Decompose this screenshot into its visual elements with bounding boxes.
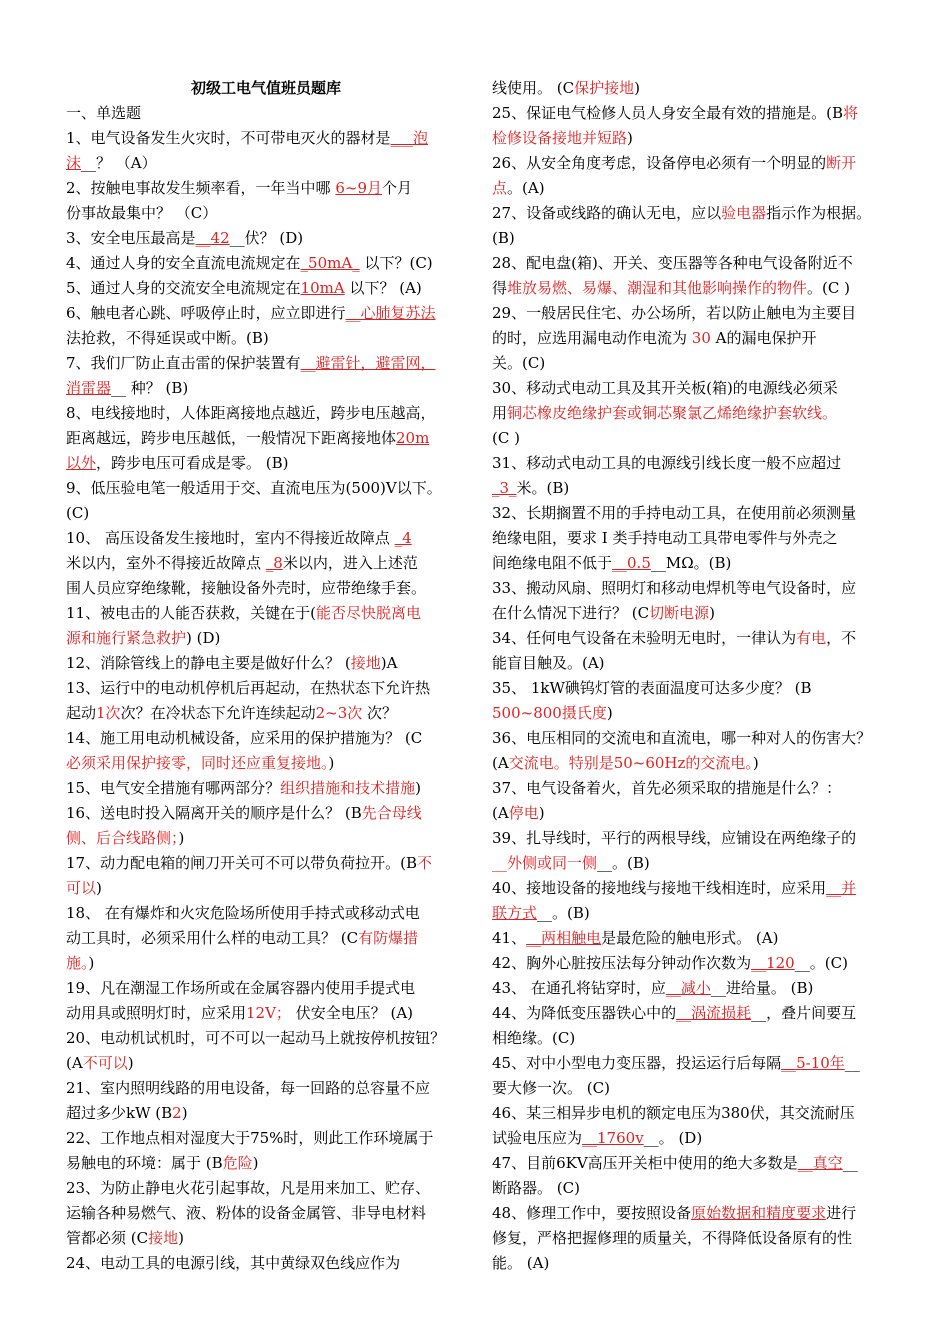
question-text: 7、我们厂防止直击雷的保护装置有 bbox=[66, 354, 301, 372]
answer-text: 源和施行紧急救护 bbox=[66, 629, 187, 647]
answer-text: 不可以 bbox=[82, 1054, 128, 1072]
question-text: 间绝缘电阻不低于 bbox=[492, 554, 613, 572]
text-line bbox=[66, 376, 466, 401]
text-line bbox=[492, 176, 892, 201]
text-line bbox=[66, 976, 466, 1001]
question-text: ) bbox=[127, 1054, 134, 1072]
question-text: 要大修一次。 (C) bbox=[492, 1079, 610, 1097]
question-text: 33、搬动风扇、照明灯和移动电焊机等电气设备时，应 bbox=[492, 579, 857, 597]
text-line bbox=[66, 1126, 466, 1151]
question-text: __。 (D) bbox=[643, 1129, 703, 1147]
answer-text: _50mA_ bbox=[300, 254, 360, 272]
question-text: 次？ bbox=[362, 704, 398, 722]
question-text: ) bbox=[606, 704, 613, 722]
text-line bbox=[66, 176, 466, 201]
text-line bbox=[492, 601, 892, 626]
question-text: 相绝缘。(C) bbox=[492, 1029, 576, 1047]
answer-text: 20m bbox=[396, 429, 430, 447]
question-text: 30、移动式电动工具及其开关板(箱)的电源线必须采 bbox=[492, 379, 838, 397]
question-text: ) bbox=[96, 879, 102, 897]
text-line bbox=[492, 251, 892, 276]
text-line bbox=[66, 1201, 466, 1226]
question-text: 22、工作地点相对湿度大于75%时，则此工作环境属于 bbox=[66, 1129, 434, 1147]
text-line bbox=[66, 101, 466, 126]
left-column bbox=[66, 76, 466, 1276]
question-text: 28、配电盘(箱)、开关、变压器等各种电气设备附近不 bbox=[492, 254, 853, 272]
answer-text: 验电器 bbox=[721, 204, 767, 222]
text-line bbox=[66, 626, 466, 651]
text-line bbox=[492, 376, 892, 401]
text-line bbox=[492, 1026, 892, 1051]
question-text: __进给量。 (B) bbox=[710, 979, 814, 997]
text-line bbox=[66, 801, 466, 826]
text-line bbox=[492, 1226, 892, 1251]
question-text: 23、为防止静电火花引起事故，凡是用来加工、贮存、 bbox=[66, 1179, 431, 1197]
text-line bbox=[66, 726, 466, 751]
question-text: 39、扎导线时，平行的两根导线，应铺设在两绝缘子的 bbox=[492, 829, 857, 847]
text-line bbox=[492, 651, 892, 676]
text-line bbox=[66, 151, 466, 176]
text-line bbox=[66, 701, 466, 726]
question-text: 关。(C) bbox=[492, 354, 546, 372]
answer-text: 堆放易燃、易爆、潮湿和其他影响操作的物件 bbox=[507, 279, 808, 297]
text-line bbox=[66, 351, 466, 376]
text-line bbox=[492, 551, 892, 576]
question-text: 9、低压验电笔一般适用于交、直流电压为(500)V以下。 bbox=[66, 479, 442, 497]
answer-text: __外侧或同一侧 bbox=[492, 854, 598, 872]
question-text: 能。 (A) bbox=[492, 1254, 550, 1272]
text-line bbox=[66, 601, 466, 626]
text-line bbox=[66, 776, 466, 801]
answer-text: 12V； bbox=[246, 1004, 291, 1022]
text-line bbox=[492, 1176, 892, 1201]
question-text: 48、修理工作中，要按照设备 bbox=[492, 1204, 692, 1222]
question-text: ) bbox=[415, 779, 421, 797]
answer-text: 1次 bbox=[96, 704, 121, 722]
text-line bbox=[492, 901, 892, 926]
answer-text: 交流电。特别是50~60Hz的交流电。 bbox=[508, 754, 753, 772]
text-line bbox=[66, 1151, 466, 1176]
question-text: )A bbox=[380, 654, 398, 672]
text-line bbox=[492, 851, 892, 876]
question-text: (B) bbox=[492, 229, 515, 247]
answer-text: 6~9月 bbox=[335, 179, 382, 197]
question-text: ，跨步电压可看成是零。 (B) bbox=[96, 454, 289, 472]
answer-text: 铜芯橡皮绝缘护套或铜芯聚氯乙烯绝缘护套软线。 bbox=[507, 404, 838, 422]
answer-text: 危险 bbox=[222, 1154, 253, 1172]
answer-text: _8 bbox=[265, 554, 283, 572]
text-line bbox=[66, 901, 466, 926]
question-text: 3、安全电压最高是 bbox=[66, 229, 196, 247]
question-text: 一、单选题 bbox=[66, 104, 142, 122]
text-line bbox=[492, 801, 892, 826]
question-text: 24、电动工具的电源引线，其中黄绿双色线应作为 bbox=[66, 1254, 401, 1272]
text-line bbox=[66, 826, 466, 851]
answer-text: 2 bbox=[172, 1104, 182, 1122]
question-text: 份事故最集中？ （C） bbox=[66, 204, 218, 222]
question-text: 用 bbox=[492, 404, 508, 422]
answer-text: 有防爆措 bbox=[358, 929, 419, 947]
text-line bbox=[66, 1001, 466, 1026]
question-text: 14、施工用电动机械设备，应采用的保护措施为？ (C bbox=[66, 729, 423, 747]
text-line bbox=[66, 876, 466, 901]
answer-text: __真空 bbox=[797, 1154, 843, 1172]
question-text: 能盲目触及。(A) bbox=[492, 654, 605, 672]
answer-text: __心肺复苏法 bbox=[345, 304, 436, 322]
question-text: 20、电动机试机时，可不可以一起动马上就按停机按钮？ bbox=[66, 1029, 446, 1047]
question-text: 32、长期搁置不用的手持电动工具，在使用前必须测量 bbox=[492, 504, 857, 522]
question-text: ) bbox=[181, 1104, 188, 1122]
text-line bbox=[492, 701, 892, 726]
text-line bbox=[66, 451, 466, 476]
answer-text: 先合母线 bbox=[361, 804, 422, 822]
answer-text: 2~3次 bbox=[315, 704, 363, 722]
question-text: (A bbox=[492, 804, 509, 822]
question-text: 动用具或照明灯时，应采用 bbox=[66, 1004, 247, 1022]
answer-text: 联方式 bbox=[492, 904, 538, 922]
answer-text: 30 bbox=[691, 329, 711, 347]
text-line bbox=[66, 651, 466, 676]
text-line bbox=[66, 1101, 466, 1126]
question-text: ) bbox=[634, 79, 640, 97]
text-line bbox=[492, 1051, 892, 1076]
text-line bbox=[492, 126, 892, 151]
question-text: 以下？ (A) bbox=[344, 279, 422, 297]
question-text: 超过多少kW (B bbox=[66, 1104, 173, 1122]
question-text: 25、保证电气检修人员人身安全最有效的措施是。(B bbox=[492, 104, 843, 122]
question-text: 4、通过人身的安全直流电流规定在 bbox=[66, 254, 301, 272]
text-line bbox=[66, 501, 466, 526]
question-text: 伏安全电压？ (A) bbox=[290, 1004, 414, 1022]
text-line bbox=[66, 226, 466, 251]
question-text: 以下？(C) bbox=[359, 254, 433, 272]
text-line bbox=[492, 1251, 892, 1276]
text-line bbox=[492, 751, 892, 776]
question-text: 35、 1kW碘钨灯管的表面温度可达多少度？ (B bbox=[492, 679, 812, 697]
text-line bbox=[66, 426, 466, 451]
text-line bbox=[492, 326, 892, 351]
question-text: 47、目前6KV高压开关柜中使用的绝大多数是 bbox=[492, 1154, 798, 1172]
answer-text: 10mA bbox=[300, 279, 345, 297]
answer-text: _3_ bbox=[492, 479, 517, 497]
question-text: 12、消除管线上的静电主要是做好什么？ ( bbox=[66, 654, 351, 672]
answer-text: 原始数据和精度要求 bbox=[691, 1204, 827, 1222]
question-text: 断路器。 (C) bbox=[492, 1179, 580, 1197]
text-line bbox=[66, 1076, 466, 1101]
answer-text: 必须采用保护接零，同时还应重复接地。 bbox=[66, 754, 329, 772]
text-line bbox=[66, 476, 466, 501]
answer-text: _4 bbox=[394, 529, 412, 547]
text-line bbox=[66, 751, 466, 776]
question-text: 43、 在通孔将钻穿时，应 bbox=[492, 979, 666, 997]
text-line bbox=[492, 526, 892, 551]
text-line bbox=[66, 401, 466, 426]
text-line bbox=[66, 1251, 466, 1276]
text-line bbox=[66, 201, 466, 226]
answer-text: 500~800摄氏度 bbox=[492, 704, 607, 722]
question-text: A的漏电保护开 bbox=[710, 329, 817, 347]
question-text: 45、对中小型电力变压器，投运运行后每隔 bbox=[492, 1054, 782, 1072]
question-text: 36、电压相同的交流电和直流电，哪一种对人的伤害大？ bbox=[492, 729, 872, 747]
page-title: 初级工电气值班员题库 bbox=[190, 79, 341, 97]
question-text: 11、被电击的人能否获救，关键在于( bbox=[66, 604, 316, 622]
right-column bbox=[492, 76, 892, 1276]
question-text: 运输各种易燃气、液、粉体的设备金属管、非导电材料 bbox=[66, 1204, 427, 1222]
text-line bbox=[492, 226, 892, 251]
question-text: 得 bbox=[492, 279, 508, 297]
question-text: 在什么情况下进行？ (C bbox=[492, 604, 650, 622]
question-text: 。(A) bbox=[507, 179, 545, 197]
answer-text: __减小 bbox=[665, 979, 711, 997]
question-text: 修复，严格把握修理的质量关，不得降低设备原有的性 bbox=[492, 1229, 853, 1247]
question-text: 距离越远，跨步电压越低，一般情况下距离接地体 bbox=[66, 429, 397, 447]
text-line bbox=[492, 101, 892, 126]
answer-text: __并 bbox=[826, 879, 857, 897]
question-text: ) bbox=[178, 1229, 184, 1247]
question-text: 米。(B) bbox=[516, 479, 570, 497]
text-line bbox=[66, 1176, 466, 1201]
question-text: 46、某三相异步电机的额定电压为380伏，其交流耐压 bbox=[492, 1104, 855, 1122]
question-text: 19、凡在潮湿工作场所或在金属容器内使用手提式电 bbox=[66, 979, 416, 997]
question-text: ) bbox=[252, 1154, 259, 1172]
question-text: 37、电气设备着火，首先必须采取的措施是什么？： bbox=[492, 779, 842, 797]
question-text: 是最危险的触电形式。 (A) bbox=[601, 929, 779, 947]
answer-text: 组织措施和技术措施 bbox=[280, 779, 416, 797]
answer-text: __两相触电 bbox=[526, 929, 602, 947]
question-text: 管都必须 (C bbox=[66, 1229, 149, 1247]
question-text: (C ) bbox=[492, 429, 520, 447]
answer-text: 沫 bbox=[66, 154, 82, 172]
text-line bbox=[492, 626, 892, 651]
question-text: 41、 bbox=[492, 929, 527, 947]
text-line bbox=[492, 151, 892, 176]
answer-text: __涡流损耗 bbox=[676, 1004, 752, 1022]
question-text: 试验电压应为 bbox=[492, 1129, 583, 1147]
question-text: ) bbox=[538, 804, 545, 822]
answer-text: 能否尽快脱离电 bbox=[315, 604, 421, 622]
text-line bbox=[492, 451, 892, 476]
question-text: 。(C ) bbox=[807, 279, 850, 297]
text-line bbox=[492, 1126, 892, 1151]
text-line bbox=[492, 501, 892, 526]
question-text: 起动 bbox=[66, 704, 97, 722]
text-line bbox=[66, 326, 466, 351]
text-line bbox=[492, 201, 892, 226]
text-line bbox=[492, 776, 892, 801]
question-text: 13、运行中的电动机停机后再起动，在热状态下允许热 bbox=[66, 679, 431, 697]
question-text: 动工具时，必须采用什么样的电动工具？ (C bbox=[66, 929, 359, 947]
question-text: 10、 高压设备发生接地时，室内不得接近故障点 bbox=[66, 529, 395, 547]
answer-text: __0.5 bbox=[612, 554, 651, 572]
question-text: 1、电气设备发生火灾时，不可带电灭火的器材是 bbox=[66, 129, 391, 147]
text-line bbox=[66, 1226, 466, 1251]
answer-text: 接地 bbox=[148, 1229, 179, 1247]
text-line bbox=[492, 1001, 892, 1026]
answer-text: 点 bbox=[492, 179, 508, 197]
text-line bbox=[66, 676, 466, 701]
answer-text: 施。 bbox=[66, 954, 89, 972]
text-line bbox=[66, 951, 466, 976]
question-text: __，叠片间要互 bbox=[751, 1004, 857, 1022]
text-line bbox=[66, 526, 466, 551]
question-text: 29、一般居民住宅、办公场所，若以防止触电为主要目 bbox=[492, 304, 857, 322]
text-line bbox=[66, 926, 466, 951]
question-text: 围人员应穿绝缘靴，接触设备外壳时，应带绝缘手套。 bbox=[66, 579, 427, 597]
question-text: (C) bbox=[66, 504, 90, 522]
question-text: ) bbox=[709, 604, 715, 622]
question-text: 绝缘电阻，要求 I 类手持电动工具带电零件与外壳之 bbox=[492, 529, 838, 547]
question-text: 18、 在有爆炸和火灾危险场所使用手持式或移动式电 bbox=[66, 904, 420, 922]
answer-text: 保护接地 bbox=[574, 79, 635, 97]
question-text: __。(C) bbox=[794, 954, 848, 972]
question-text: ) bbox=[88, 954, 95, 972]
question-text: 31、移动式电动工具的电源线引线长度一般不应超过 bbox=[492, 454, 842, 472]
question-text: 8、电线接地时，人体距离接地点越近，跨步电压越高， bbox=[66, 404, 436, 422]
answer-text: __120 bbox=[751, 954, 795, 972]
answer-text: 将 bbox=[842, 104, 858, 122]
text-line bbox=[492, 76, 892, 101]
question-text: 40、接地设备的接地线与接地干线相连时，应采用 bbox=[492, 879, 827, 897]
question-text: __伏？ (D) bbox=[229, 229, 304, 247]
text-line bbox=[66, 551, 466, 576]
question-text: ) bbox=[328, 754, 335, 772]
question-text: ) bbox=[178, 829, 185, 847]
text-line bbox=[492, 576, 892, 601]
question-text: 的时，应选用漏电动作电流为 bbox=[492, 329, 692, 347]
question-text: 44、为降低变压器铁心中的 bbox=[492, 1004, 677, 1022]
question-text: __？ （A） bbox=[81, 154, 157, 172]
text-line bbox=[66, 576, 466, 601]
answer-text: 接地 bbox=[350, 654, 381, 672]
question-text: 42、胸外心脏按压法每分钟动作次数为 bbox=[492, 954, 752, 972]
text-line bbox=[66, 1051, 466, 1076]
question-text: 26、从安全角度考虑，设备停电必须有一个明显的 bbox=[492, 154, 827, 172]
text-line bbox=[492, 426, 892, 451]
question-text: 个月 bbox=[381, 179, 412, 197]
question-text: __MΩ。(B) bbox=[650, 554, 732, 572]
text-line bbox=[492, 826, 892, 851]
question-text: ，不 bbox=[826, 629, 857, 647]
answer-text: 侧、后合线路侧； bbox=[66, 829, 179, 847]
text-line bbox=[66, 851, 466, 876]
question-text: 线使用。 (C bbox=[492, 79, 575, 97]
answer-text: 可以 bbox=[66, 879, 97, 897]
question-text: 易触电的环境：属于 (B bbox=[66, 1154, 223, 1172]
text-line bbox=[492, 926, 892, 951]
text-line bbox=[66, 276, 466, 301]
question-text: 米以内，室外不得接近故障点 bbox=[66, 554, 266, 572]
answer-text: __1760v bbox=[582, 1129, 644, 1147]
text-line bbox=[66, 126, 466, 151]
question-text: 法抢救，不得延误或中断。(B) bbox=[66, 329, 269, 347]
text-line bbox=[66, 251, 466, 276]
question-text: 15、电气安全措施有哪两部分？ bbox=[66, 779, 281, 797]
text-line bbox=[66, 301, 466, 326]
question-text: 进行 bbox=[826, 1204, 857, 1222]
question-text: 5、通过人身的交流安全电流规定在 bbox=[66, 279, 301, 297]
text-line bbox=[492, 726, 892, 751]
answer-text: 断开 bbox=[826, 154, 857, 172]
text-line bbox=[492, 1076, 892, 1101]
text-line bbox=[492, 351, 892, 376]
question-text: 指示作为根据。 bbox=[766, 204, 872, 222]
text-line bbox=[492, 301, 892, 326]
text-line bbox=[492, 1201, 892, 1226]
text-line bbox=[492, 976, 892, 1001]
question-text: __。(B) bbox=[597, 854, 650, 872]
question-text: 6、触电者心跳、呼吸停止时，应立即进行 bbox=[66, 304, 346, 322]
question-text: ) (D) bbox=[186, 629, 221, 647]
question-text: 次？在冷状态下允许连续起动 bbox=[120, 704, 316, 722]
answer-text: 停电 bbox=[508, 804, 539, 822]
text-line bbox=[492, 951, 892, 976]
question-text: __。(B) bbox=[537, 904, 590, 922]
text-line bbox=[492, 876, 892, 901]
question-text: 16、送电时投入隔离开关的顺序是什么？ (B bbox=[66, 804, 362, 822]
text-line bbox=[492, 676, 892, 701]
text-line bbox=[492, 401, 892, 426]
question-text: ) bbox=[627, 129, 633, 147]
answer-text: 消雷器 bbox=[66, 379, 112, 397]
answer-text: 有电 bbox=[796, 629, 827, 647]
text-line bbox=[492, 276, 892, 301]
answer-text: 以外 bbox=[66, 454, 97, 472]
answer-text: __5-10年 bbox=[781, 1054, 845, 1072]
answer-text: 不 bbox=[416, 854, 432, 872]
question-text: (A bbox=[492, 754, 509, 772]
question-text: 27、设备或线路的确认无电，应以 bbox=[492, 204, 722, 222]
question-text: __ bbox=[844, 1054, 860, 1072]
question-text: __ 种？ (B) bbox=[111, 379, 189, 397]
question-text: 17、动力配电箱的闸刀开关可不可以带负荷拉开。(B bbox=[66, 854, 417, 872]
question-text: 2、按触电事故发生频率看，一年当中哪 bbox=[66, 179, 336, 197]
answer-text: ___泡 bbox=[390, 129, 429, 147]
text-line bbox=[492, 476, 892, 501]
answer-text: __避雷针，避雷网， bbox=[300, 354, 436, 372]
question-text: __ bbox=[842, 1154, 858, 1172]
answer-text: __42 bbox=[195, 229, 230, 247]
question-text: 21、室内照明线路的用电设备，每一回路的总容量不应 bbox=[66, 1079, 431, 1097]
text-line bbox=[66, 1026, 466, 1051]
text-line bbox=[492, 1151, 892, 1176]
answer-text: 检修设备接地并短路 bbox=[492, 129, 628, 147]
answer-text: 切断电源 bbox=[649, 604, 710, 622]
question-text: ) bbox=[752, 754, 759, 772]
question-text: (A bbox=[66, 1054, 83, 1072]
text-line bbox=[492, 1101, 892, 1126]
question-text: 米以内，进入上述范 bbox=[282, 554, 418, 572]
question-text: 34、任何电气设备在未验明无电时，一律认为 bbox=[492, 629, 797, 647]
